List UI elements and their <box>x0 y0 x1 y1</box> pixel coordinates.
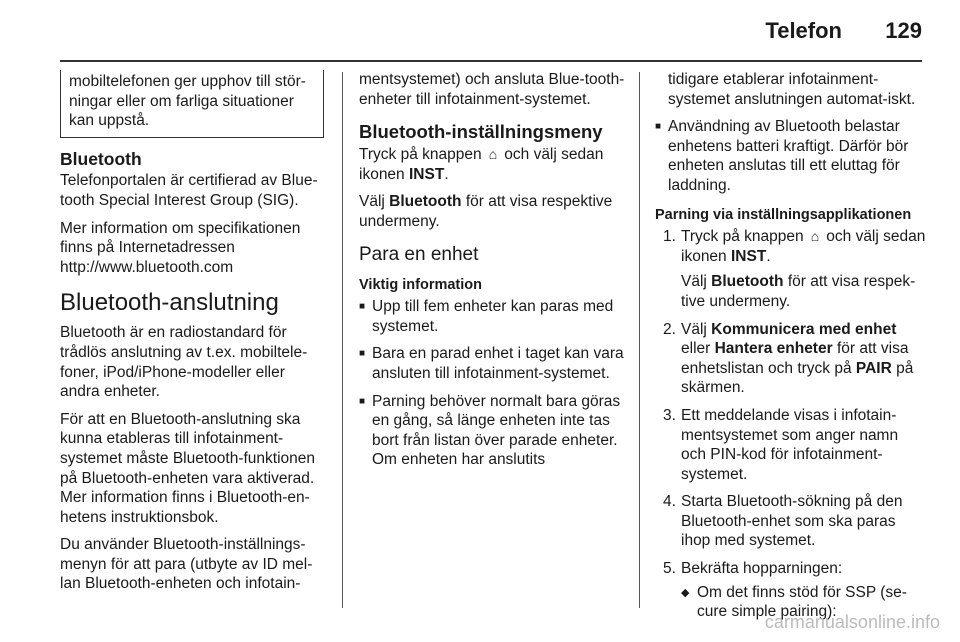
settings-menu-heading: Bluetooth-inställningsmeny <box>359 121 603 143</box>
home-icon: ⌂ <box>810 228 820 245</box>
bluetooth-heading: Bluetooth <box>60 148 142 169</box>
important-info-heading: Viktig information <box>359 276 482 293</box>
list-item: ■ Bara en parad enhet i taget kan vara ansluten till infotainment-systemet. <box>359 344 627 383</box>
column-divider <box>342 72 343 608</box>
column-divider <box>639 72 640 608</box>
step-4: 4. Starta Bluetooth-sökning på den Bluetooth-enhet som ska paras ihop med systemet. <box>663 493 903 550</box>
step-1: 1. Tryck på knappen ⌂ och välj sedan ikonen INST. Välj Bluetooth för att visa respek-tive undermeny. <box>663 228 926 310</box>
step-3: 3. Ett meddelande visas i infotain-mentsystemet som anger namn och PIN-kod för infotainment-systemet. <box>663 406 899 483</box>
step-5: 5. Bekräfta hopparningen: ◆ Om det finns stöd för SSP (se-cure simple pairing): <box>655 559 927 622</box>
inst-label: INST <box>731 247 767 265</box>
watermark: carmanualsonline.info <box>764 612 940 632</box>
communicate-label: Kommunicera med enhet <box>711 320 897 338</box>
paragraph: För att en Bluetooth-anslutning ska kunna etableras till infotainment-systemet måste Bluetooth-funktionen på Bluetooth-enheten vara aktiverad. Mer information finns i Bluetooth-en-hetens instruktionsbok. <box>60 410 316 526</box>
page-number: 129 <box>885 18 922 43</box>
warning-note-text: mobiltelefonen ger upphov till stör-ningar eller om farliga situationer kan uppstå. <box>69 73 306 130</box>
battery-list <box>655 117 927 195</box>
paragraph: Mer information om specifikationen finns på Internetadressen http://www.bluetooth.com <box>60 219 301 276</box>
paragraph: Välj Bluetooth för att visa respektive undermeny. <box>359 193 613 230</box>
paragraph: Tryck på knappen ⌂ och välj sedan ikonen INST. <box>359 146 604 183</box>
home-icon: ⌂ <box>488 146 498 163</box>
bluetooth-connection-heading: Bluetooth-anslutning <box>60 289 279 317</box>
important-list <box>359 297 627 470</box>
pairing-app-heading: Parning via inställningsapplikationen <box>655 206 912 223</box>
list-item: ■ Upp till fem enheter kan paras med systemet. <box>359 297 627 336</box>
bluetooth-label: Bluetooth <box>711 273 784 291</box>
paragraph: Du använder Bluetooth-inställnings-menyn för att para (utbyte av ID mel-lan Bluetooth-enheten och infotain- <box>60 536 313 593</box>
pair-label: PAIR <box>855 359 892 377</box>
list-item: ◆ Om det finns stöd för SSP (se-cure simple pairing): <box>681 583 927 622</box>
pairing-steps <box>655 227 927 622</box>
bluetooth-label: Bluetooth <box>389 193 462 211</box>
column-1 <box>60 70 326 602</box>
column-3 <box>655 70 927 630</box>
pair-device-heading: Para en enhet <box>359 243 479 265</box>
list-item: ■ Användning av Bluetooth belastar enhetens batteri kraftigt. Därför bör enheten anslutas till ett eluttag för laddning. <box>655 117 927 195</box>
list-item: ■ Parning behöver normalt bara göras en gång, så länge enheten inte tas bort från listan över parade enheter. Om enheten har anslutits <box>359 392 627 470</box>
column-2 <box>359 70 627 478</box>
paragraph: Telefonportalen är certifierad av Blue-tooth Special Interest Group (SIG). <box>60 172 318 209</box>
paragraph: tidigare etablerar infotainment-systemet anslutningen automat-iskt. <box>668 71 916 108</box>
inst-label: INST <box>409 165 445 183</box>
manage-devices-label: Hantera enheter <box>714 340 833 358</box>
paragraph: mentsystemet) och ansluta Blue-tooth-enheter till infotainment-systemet. <box>359 71 625 108</box>
header-rule <box>60 60 922 62</box>
paragraph: Bluetooth är en radiostandard för trådlös anslutning av t.ex. mobiltele-foner, iPod/iPhone-modeller eller andra enheter. <box>60 324 308 401</box>
step-2: 2. Välj Kommunicera med enhet eller Hantera enheter för att visa enhetslistan och tryck på PAIR på skärmen. <box>663 320 914 397</box>
page-title: Telefon <box>765 18 842 43</box>
step-1-sub: Välj Bluetooth för att visa respek-tive undermeny. <box>681 273 916 310</box>
warning-note-box <box>60 70 324 138</box>
page-header <box>0 16 922 50</box>
